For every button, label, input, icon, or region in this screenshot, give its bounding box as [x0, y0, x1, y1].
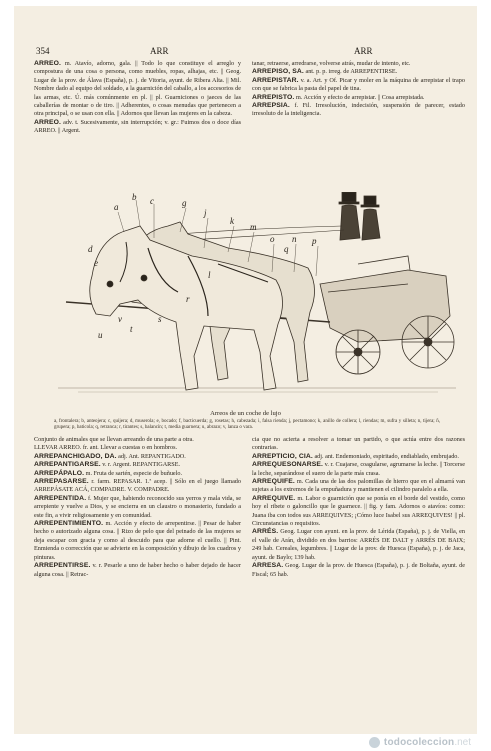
column-bottom-left [34, 436, 241, 716]
svg-text:p: p [312, 236, 317, 246]
dictionary-entry [252, 453, 465, 461]
entry-definition: cia que no acierta a resolver a tomar un partido, o que actúa entre dos razones contrarias. [252, 436, 465, 452]
watermark [0, 734, 491, 751]
dictionary-entry [34, 119, 241, 136]
entry-definition: f. Mujer que, habiendo reconocido sus yerros y mala vida, se arrepiente y vuelve a Dios, y se encierra en un claustro o monasterio, fundado a este fin, a vivir religiosamente y en comunidad. [34, 494, 241, 519]
entry-headword: ARREQUESONARSE. [252, 461, 323, 469]
dictionary-entry [252, 77, 465, 94]
entry-definition: m. Atavío, adorno, gala. || Todo lo que constituye el arreglo y compostura de una cosa o persona, como muebles, ropas, alhajas, etc. || Geog. Lugar de la prov. de Álava (España), p. j. de Vitoria, ayunt. de Ribera Alta. || Mil. Nombre dado al equipo del soldado, a la guarnición del caballo, a los accesorios de las armas, etc. Ú. más comúnmente en pl. || pl. Guarniciones o jaeces de las caballerías de montar o de tiro. || Adherentes, o cosas menudas que pertenecen a otra principal, o se usan con ella. || Adornos que llevan las mujeres en la cabeza. [34, 60, 241, 118]
dictionary-entry [252, 60, 465, 68]
footman-hat [364, 196, 376, 205]
dictionary-entry [34, 495, 241, 520]
carriage-harness-illustration [58, 192, 456, 404]
svg-text:n: n [292, 234, 297, 244]
entry-headword: ARREPTICIO, CIA. [252, 452, 313, 460]
column-top-right [252, 60, 465, 190]
entry-headword: ARREPISTO. [252, 93, 295, 101]
entry-headword: ARRÉS. [252, 528, 279, 536]
dictionary-page [14, 6, 477, 734]
entry-headword: ARREQUIFE. [252, 478, 295, 486]
dictionary-entry [34, 520, 241, 562]
entry-definition: LLEVAR ARREO. fr. ant. Llevar a cuestas o en hombros. [34, 444, 178, 452]
svg-text:b: b [132, 192, 137, 202]
watermark-brand: todocoleccion [383, 737, 455, 748]
entry-headword: ARRESA. [252, 562, 284, 570]
svg-text:r: r [186, 294, 190, 304]
dictionary-entry [252, 68, 465, 76]
column-bottom-right [252, 436, 465, 716]
entry-definition: m. Cada una de las dos palomillas de hierro que en el almarrá van sujetas a los extremos de la empuñadura y mantienen el cilindro paralelo a ella. [252, 478, 465, 494]
column-top-left [34, 60, 241, 200]
entry-headword: ARREPANTIGARSE. [34, 461, 101, 469]
entry-definition: Conjunto de animales que se llevan arreando de una parte a otra. [34, 436, 194, 443]
entry-definition: adv. t. Sucesivamente, sin interrupción; v. gr.: Fuimos dos o doce días ARREO. || Argent. [34, 118, 241, 135]
entry-headword: ARREPISTAR. [252, 76, 299, 84]
entry-headword: ARREPISO, SA. [252, 68, 304, 76]
dictionary-entry [252, 562, 465, 579]
page-number: 354 [36, 46, 50, 56]
svg-text:m: m [250, 222, 257, 232]
dictionary-entry [34, 470, 241, 478]
entry-headword: ARREO. [34, 118, 62, 126]
svg-text:o: o [270, 234, 275, 244]
entry-headword: ARREQUIVE. [252, 494, 296, 502]
entry-headword: ARREPÁPALO. [34, 469, 85, 477]
dictionary-entry [34, 60, 241, 119]
entry-headword: ARREO. [34, 60, 62, 67]
dictionary-entry [34, 562, 241, 579]
svg-text:q: q [284, 244, 289, 254]
dictionary-entry [34, 444, 241, 452]
illustration-caption: Arreos de un coche de lujo [210, 410, 281, 417]
dictionary-entry [252, 478, 465, 495]
svg-text:g: g [182, 198, 187, 208]
entry-headword: ARREPENTIDA. [34, 494, 87, 502]
entry-definition: m. Fruta de sartén, especie de buñuelo. [84, 469, 183, 477]
dictionary-entry [252, 495, 465, 529]
dictionary-entry [34, 436, 241, 444]
svg-text:a: a [114, 202, 119, 212]
entry-headword: ARREPANCHIGADO, DA. [34, 452, 117, 460]
entry-definition: v. a. Art. y Of. Picar y moler en la máquina de arrepistar el trapo con que se fabrica la pasta del papel de tina. [252, 76, 465, 93]
svg-text:c: c [150, 196, 154, 206]
carriage-body [320, 270, 450, 342]
svg-text:s: s [158, 314, 162, 324]
entry-definition: f. Fil. Irresolución, indecisión, suspensión de parecer, estado irresoluto de la inteligencia. [252, 102, 465, 118]
entry-headword: ARREPSIA. [252, 102, 290, 110]
dictionary-entry [34, 461, 241, 469]
entry-definition: ant. p. p. irreg. de ARREPENTIRSE. [303, 68, 398, 76]
running-head-right: ARR [354, 46, 373, 56]
entry-definition: v. r. Argent. REPANTIGARSE. [100, 461, 181, 469]
entry-definition: r. farm. REPASAR. 1.ª acep. || Sólo en el juego llamado ARREPÁSATE ACÁ, COMPADRE. V. COMPADRE. [34, 478, 241, 494]
dictionary-entry [252, 528, 465, 562]
dictionary-entry [252, 102, 465, 119]
dictionary-entry [34, 478, 241, 495]
entry-definition: Geog. Lugar con ayunt. en la prov. de Lérida (España), p. j. de Viella, en el valle de Arán, dividido en dos barrios: ARRÉS DE DALT y ARRÉS DE BAIX; 249 hab. Cereales, legumbres. || Lugar de la prov. de Huesca (España), p. j. de Jaca, ayunt. de Baylo; 139 hab. [252, 528, 465, 561]
svg-text:u: u [98, 330, 103, 340]
entry-definition: m. Acción y efecto de arrepentirse. || Pesar de haber hecho o autorizado alguna cosa. || Rizo de pelo que del peinado de las mujeres se deja escapar con gracia y como al descuido para que adorne el cuello. || Pint. Enmienda o corrección que se advierte en la composición y dibujo de los cuadros y pinturas. [34, 520, 241, 561]
entry-definition: Geog. Lugar de la prov. de Huesca (España), p. j. de Boltaña, ayunt. de Fiscal; 65 hab. [252, 562, 465, 578]
running-head-left: ARR [150, 46, 169, 56]
illustration-legend: a, frontalera; b, anteojera; c, quijera; d, muserola; e, bocado; f, bacticuerda; g, rosetas; h, cabezada; i, falsa rienda; j, pectamono; k, anillo de collera; l, riendas; m, sufra y silleta; n, tijera; ñ, grupera; p, baticola; q, retranca; r, tirantes; s, balancín; t, media guarnera; u, abrazo; v, lanza o vara. [54, 419, 440, 431]
entry-definition: adj. Ant. REPANTIGADO. [116, 452, 186, 460]
entry-definition: m. Labor o guarnición que se ponía en el borde del vestido, como hoy el ribete o galoncillo que le guarnece. || fig. y fam. Adornos o atavíos: como: Juana iba con todos sus ARREQUIVES; ¡Cómo luce Isabel sus ARREQUIVES! || pl. Circunstancias o requisitos. [252, 494, 465, 528]
entry-headword: ARREPENTIRSE. [34, 562, 91, 570]
dictionary-entry [252, 94, 465, 102]
entry-headword: ARREPENTIMIENTO. [34, 520, 104, 528]
entry-headword: ARREPASARSE. [34, 478, 89, 486]
coachman-hat [342, 192, 356, 202]
svg-text:v: v [118, 314, 122, 324]
entry-definition: v. r. Cuajarse, coagularse, agrumarse la leche. || Torcerse la leche, separándose el suero de la parte más crasa. [252, 461, 465, 477]
svg-text:k: k [230, 216, 234, 226]
entry-definition: tanar, retraerse, arredrarse, volverse atrás, mudar de intento, etc. [252, 60, 411, 67]
dictionary-entry [252, 436, 465, 453]
svg-text:j: j [204, 208, 207, 218]
entry-definition: m. Acción y efecto de arrepistar. || Cosa arrepistada. [294, 93, 425, 101]
entry-definition: v. r. Pesarle a uno de haber hecho o haber dejado de hacer alguna cosa. || Retrac- [34, 562, 241, 578]
svg-text:d: d [88, 244, 93, 254]
svg-text:l: l [208, 270, 211, 280]
svg-text:t: t [130, 324, 133, 334]
dictionary-entry [34, 453, 241, 461]
entry-definition: adj. ant. Endemoniado, espiritado, endiablado, embrujado. [312, 452, 459, 460]
watermark-suffix: .net [454, 737, 471, 748]
watermark-logo-icon [369, 737, 380, 748]
svg-text:e: e [94, 258, 98, 268]
dictionary-entry [252, 461, 465, 478]
